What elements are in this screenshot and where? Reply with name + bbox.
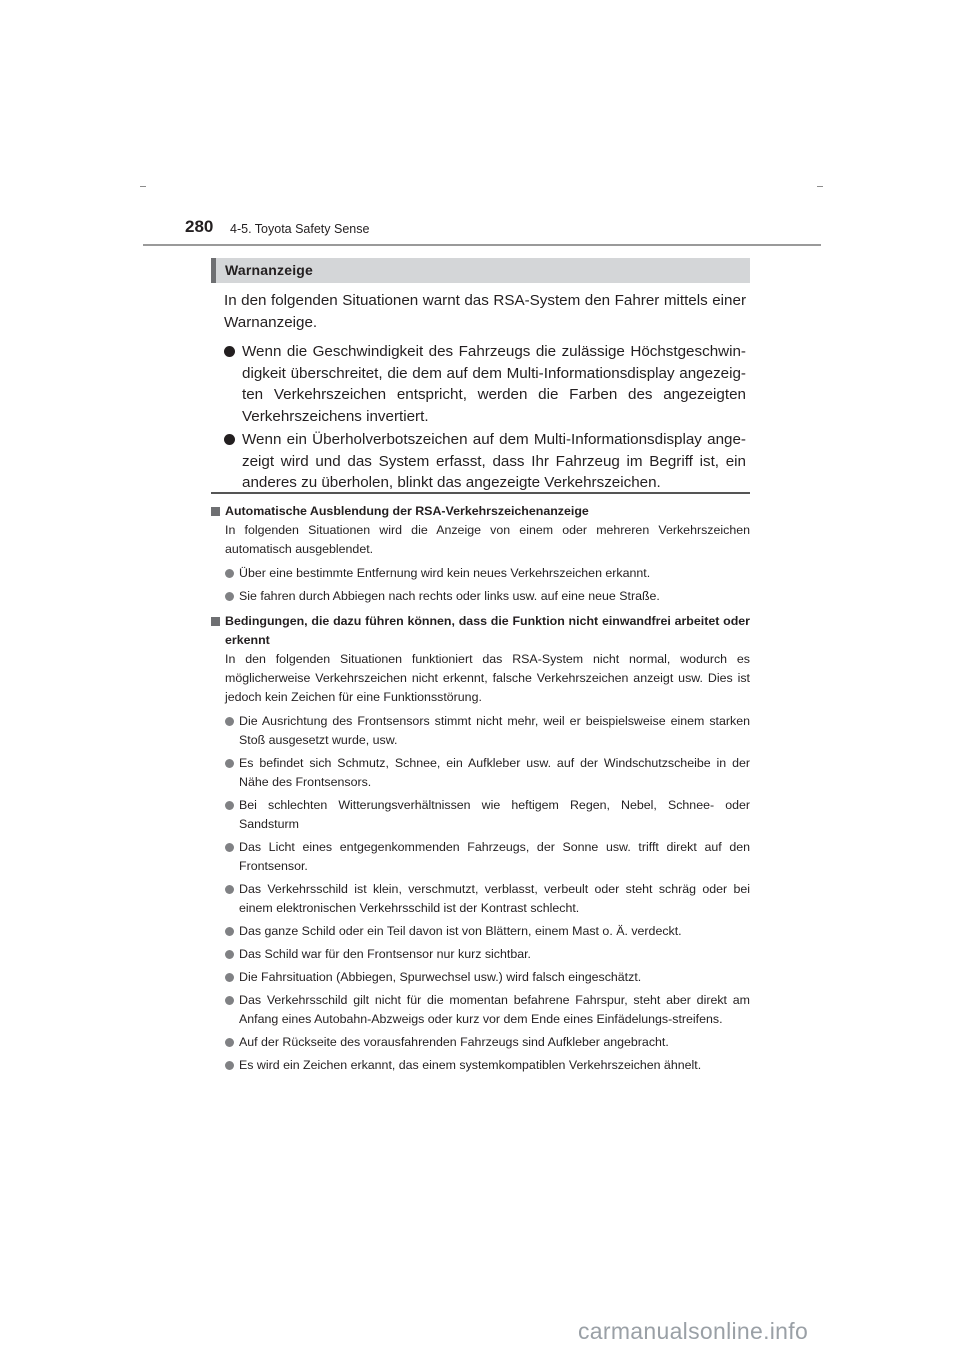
list-item-text: Die Ausrichtung des Frontsensors stimmt nicht mehr, weil er beispielsweise einem starken Stoß ausgesetzt wurde, usw. — [239, 714, 750, 747]
bullet-icon — [225, 1038, 234, 1047]
list-item — [211, 945, 750, 964]
list-item — [211, 754, 750, 792]
crop-mark-right — [817, 186, 823, 187]
bullet-icon — [225, 885, 234, 894]
list-item — [211, 1033, 750, 1052]
list-item — [211, 587, 750, 606]
list-item — [211, 712, 750, 750]
list-item-text: Das Verkehrsschild gilt nicht für die momentan befahrene Fahrspur, steht aber direkt am Anfang eines Autobahn-Abzweigs oder kurz vor dem Ende eines Einfädelungs-streifens. — [239, 993, 750, 1026]
bullet-icon — [225, 569, 234, 578]
list-item-text: Auf der Rückseite des vorausfahrenden Fahrzeugs sind Aufkleber angebracht. — [239, 1035, 669, 1049]
list-item: Wenn ein Überholverbotszeichen auf dem Multi-Informationsdisplay ange-zeigt wird und das System erfasst, dass Ihr Fahrzeug im Begriff ist, ein anderes zu überholen, blinkt das angezeigte Verkehrszeichen. — [224, 429, 746, 494]
list-item-text: Das Licht eines entgegenkommenden Fahrzeugs, der Sonne usw. trifft direkt auf den Frontsensor. — [239, 840, 750, 873]
note-paragraph: In folgenden Situationen wird die Anzeige von einem oder mehreren Verkehrszeichen automatisch ausgeblendet. — [225, 523, 750, 556]
note-paragraph: In den folgenden Situationen funktioniert das RSA-System nicht normal, wodurch es möglicherweise Verkehrszeichen nicht erkennt, falsche Verkehrszeichen anzeigt usw. Dies ist jedoch kein Zeichen für eine Funktionsstörung. — [225, 652, 750, 704]
warning-display-heading — [211, 258, 750, 283]
list-item-text: Sie fahren durch Abbiegen nach rechts oder links usw. auf eine neue Straße. — [239, 589, 660, 603]
list-item-text: Die Fahrsituation (Abbiegen, Spurwechsel usw.) wird falsch eingeschätzt. — [239, 970, 642, 984]
note-heading-text: Bedingungen, die dazu führen können, dass die Funktion nicht einwandfrei arbeitet oder erkennt — [225, 614, 750, 647]
section-divider — [211, 492, 750, 494]
list-item — [211, 564, 750, 583]
list-item-text: Das Verkehrsschild ist klein, verschmutzt, verblasst, verbeult oder steht schräg oder bei einem elektronischen Verkehrsschild ist der Kontrast schlecht. — [239, 882, 750, 915]
list-item — [211, 968, 750, 987]
note-heading-text: Automatische Ausblendung der RSA-Verkehrszeichenanzeige — [225, 504, 589, 518]
heading-text: Warnanzeige — [225, 262, 314, 278]
note-heading — [211, 502, 750, 521]
bullet-icon — [225, 843, 234, 852]
list-item — [211, 880, 750, 918]
list-item-text: Das Schild war für den Frontsensor nur kurz sichtbar. — [239, 947, 531, 961]
header-rule — [143, 244, 821, 246]
bullet-icon — [225, 973, 234, 982]
list-item — [211, 838, 750, 876]
heading-accent-bar — [211, 258, 216, 283]
list-item — [211, 922, 750, 941]
list-item-text: Das ganze Schild oder ein Teil davon ist von Blättern, einem Mast o. Ä. verdeckt. — [239, 924, 682, 938]
page-number: 280 — [185, 217, 214, 236]
list-item-text: Es wird ein Zeichen erkannt, das einem systemkompatiblen Verkehrszeichen ähnelt. — [239, 1058, 702, 1072]
list-item — [211, 1056, 750, 1075]
list-item — [211, 991, 750, 1029]
bullet-icon — [225, 717, 234, 726]
intro-paragraph: In den folgenden Situationen warnt das RSA-System den Fahrer mittels einer Warnanzeige. — [224, 292, 746, 331]
list-item — [211, 796, 750, 834]
square-bullet-icon — [211, 507, 220, 516]
bullet-icon — [225, 1061, 234, 1070]
bullet-icon — [225, 592, 234, 601]
watermark: carmanualsonline.info — [578, 1318, 809, 1344]
list-item-text: Es befindet sich Schmutz, Schnee, ein Aufkleber usw. auf der Windschutzscheibe in der Nähe des Frontsensors. — [239, 756, 750, 789]
square-bullet-icon — [211, 617, 220, 626]
warning-display-body — [224, 290, 746, 496]
list-item-text: Über eine bestimmte Entfernung wird kein neues Verkehrszeichen erkannt. — [239, 566, 651, 580]
list-item-text: Bei schlechten Witterungsverhältnissen wie heftigem Regen, Nebel, Schnee- oder Sandsturm — [239, 798, 750, 831]
page-header — [143, 214, 821, 246]
list-item: Wenn die Geschwindigkeit des Fahrzeugs die zulässige Höchstgeschwin-digkeit überschreitet, die dem auf dem Multi-Informationsdisplay angezeig-ten Verkehrszeichen entspricht, werden die Farben des angezeigten Verkehrszeichens invertiert. — [224, 341, 746, 427]
note-heading — [211, 612, 750, 650]
crop-mark-left — [140, 186, 146, 187]
bullet-icon — [225, 801, 234, 810]
notes-section — [211, 502, 750, 1079]
bullet-icon — [225, 996, 234, 1005]
bullet-icon — [225, 759, 234, 768]
section-title: 4-5. Toyota Safety Sense — [230, 222, 370, 236]
bullet-icon — [225, 927, 234, 936]
bullet-icon — [225, 950, 234, 959]
